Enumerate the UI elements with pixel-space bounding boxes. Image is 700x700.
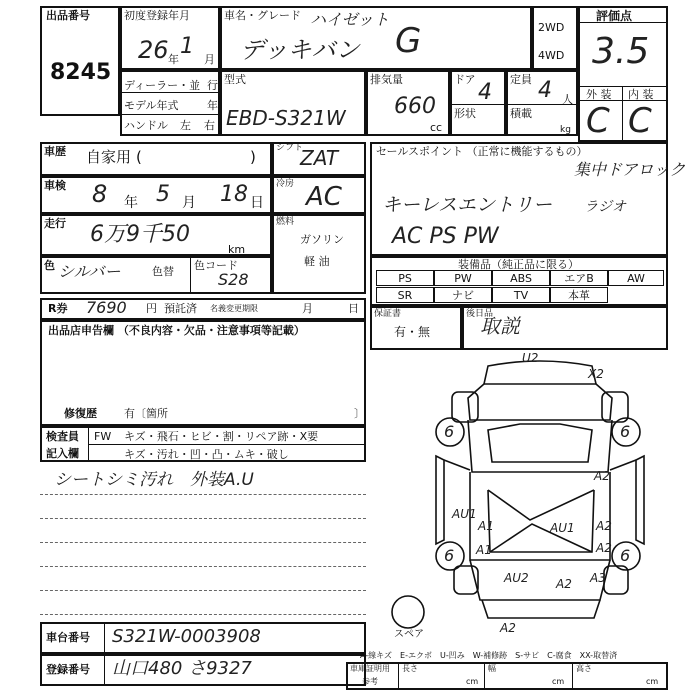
dealer-label: ディーラー・並 (124, 79, 201, 92)
footer-sub: 参考 (362, 677, 378, 686)
equip-ps: PS (376, 270, 434, 286)
chassis-value: S321W-0003908 (112, 626, 261, 647)
damage-mark: X2 (588, 367, 604, 381)
reg-no-value: 山口480 さ9327 (112, 658, 252, 679)
recycle-label: R券 (48, 302, 68, 315)
sales-line2b: ラジオ (584, 199, 626, 215)
damage-mark: AU1 (550, 521, 575, 535)
inspector-row1: キズ・飛石・ヒビ・割・リペア跡・X要 (124, 430, 319, 443)
first-reg-year: 26 (138, 36, 169, 64)
shift-label: シフト (276, 143, 304, 153)
inspection-month: 5 (156, 182, 170, 207)
tire-fl-mark: 6 (444, 422, 455, 441)
damage-mark: A2 (596, 541, 612, 555)
int-label: 内 装 (628, 88, 654, 101)
notes-label: 出品店申告欄 （不良内容・欠品・注意事項等記載） (48, 324, 305, 337)
footer-box (346, 662, 668, 690)
displacement-unit: cc (430, 121, 443, 134)
vehicle-model: デッキバン (240, 36, 360, 64)
inspection-day: 18 (220, 182, 248, 207)
damage-mark: A3 (590, 571, 606, 585)
fuel-label: 燃料 (276, 217, 295, 227)
remarks-line1: シートシミ汚れ 外装A.U (54, 470, 254, 490)
load-label: 積載 (510, 107, 532, 120)
footer-height-unit: cm (646, 677, 659, 686)
damage-mark: A2 (556, 577, 572, 591)
chassis-label: 車台番号 (46, 631, 90, 644)
inspection-label: 車検 (44, 179, 66, 192)
inspection-month-unit: 月 (182, 195, 196, 211)
damage-mark: A2 (500, 621, 516, 635)
equip-pw: PW (434, 270, 492, 286)
capacity-value: 4 (538, 78, 552, 103)
equip-abs: ABS (492, 270, 550, 286)
color-code-value: S28 (218, 270, 249, 289)
doors-value: 4 (478, 80, 492, 105)
vehicle-label: 車名・グレード (224, 9, 301, 22)
damage-mark: A2 (596, 519, 612, 533)
shape-label: 形状 (454, 107, 476, 120)
tire-rr-mark: 6 (620, 546, 631, 565)
score-label: 評価点 (596, 9, 633, 23)
lot-label: 出品番号 (46, 9, 90, 22)
equip-navi: ナビ (434, 287, 492, 303)
equip-leather: 本革 (550, 287, 608, 303)
first-reg-label: 初度登録年月 (124, 9, 190, 22)
displacement-label: 排気量 (370, 73, 403, 86)
damage-mark: U2 (522, 351, 539, 365)
recycle-deposit: 預託済 (164, 302, 197, 315)
sales-line1: 集中ドアロック (574, 160, 686, 179)
recycle-day: 日 (348, 302, 359, 315)
history-value: 自家用 (86, 148, 132, 166)
inspection-day-unit: 日 (250, 195, 264, 211)
auction-sheet: 出品番号 8245 初度登録年月 26 年 1 月 車名・グレード ハイゼット デッキバン G 2WD 4WD 評価点 3.5 外 装 内 装 C C ディーラー・並 行 モデル年式 年 ハンドル 左 右 型式 EBD-S321W 排気量 660 cc ドア 4 形状 定員 4 人 積載 kg 車歴 自家用 ( ) シフト ZAT 車検 8 年 5 月 18 日 冷房 AC 走行 6万9千50 km 燃料 ガソリン 軽 油 色 シルバー 色替 色コード S28 セールスポイント （正常に機能するもの） 集中ドアロック キーレスエントリー ラジオ AC PS PW 装備品（純正品に限る） PS PW ABS エアB AW SR ナビ TV 本革 R券 7690 円 預託済 名義変更期限 月 日 出品店申告欄 （不良内容・欠品・注意事項等記載） 修復歴 有〔箇所 〕 保証書 有・無 後日品 取説 検査員 記入欄 FW キズ・飛石・ヒビ・割・リペア跡・X要 キズ・汚れ・凹・凸・ムキ・破し シートシミ汚れ 外装A.U 車台番号 S321W-0003908 登録番号 山口480 さ9327 6 6 6 6 A2 A2 A2 A3 A2 A2 A1 A1 AU1 AU1 AU2 U2 X2 スペア A-線キズ E-エクボ U-凹み W-補修跡 S-サビ C-腐食 XX-取替済 車庫証明用 参考 長さ cm 幅 cm 高さ cm (0, 0, 700, 700)
shift-value: ZAT (300, 146, 339, 170)
drive-2wd: 2WD (538, 21, 565, 34)
first-reg-year-unit: 年 (168, 53, 179, 66)
spare-label: スペア (394, 629, 424, 640)
recycle-amount: 7690 (86, 298, 127, 317)
handle-right: 右 (204, 119, 215, 132)
ext-label: 外 装 (586, 88, 612, 101)
warranty-options: 有・無 (394, 325, 431, 339)
vehicle-name: ハイゼット (310, 10, 390, 29)
handle-label: ハンドル (124, 119, 168, 132)
sales-line3: AC PS PW (392, 224, 499, 249)
doors-label: ドア (454, 73, 476, 86)
ext-value: C (586, 101, 610, 141)
equip-aw: AW (608, 270, 664, 286)
first-reg-month: 1 (180, 34, 194, 59)
capacity-label: 定員 (510, 73, 532, 86)
inspector-label1: 検査員 (46, 430, 79, 443)
recycle-month: 月 (302, 302, 313, 315)
lot-number: 8245 (50, 60, 112, 85)
equip-airbag: エアB (550, 270, 608, 286)
first-reg-month-unit: 月 (204, 53, 215, 66)
inspection-year: 8 (92, 180, 108, 208)
tire-fr-mark: 6 (620, 422, 631, 441)
model-year-unit: 年 (207, 99, 218, 112)
inspector-fw: FW (94, 430, 112, 443)
warranty-label: 保証書 (374, 309, 402, 319)
recycle-name-label: 名義変更期限 (210, 304, 258, 313)
mileage-label: 走行 (44, 217, 66, 230)
inspection-year-unit: 年 (124, 195, 138, 211)
displacement-value: 660 (394, 94, 436, 119)
damage-mark: AU1 (452, 507, 477, 521)
type-label: 型式 (224, 73, 246, 86)
mileage-value: 6万9千50 (90, 222, 190, 247)
ac-label: 冷房 (276, 179, 295, 189)
damage-mark: A2 (594, 469, 610, 483)
ac-value: AC (306, 182, 342, 212)
damage-mark: AU2 (504, 571, 529, 585)
footer-width-unit: cm (552, 677, 565, 686)
model-year-label: モデル年式 (124, 99, 179, 112)
type-value: EBD-S321W (226, 106, 346, 130)
history-label: 車歴 (44, 145, 66, 158)
footer-width: 幅 (488, 664, 496, 673)
sales-line2: キーレスエントリー (382, 194, 553, 216)
handle-left: 左 (180, 119, 191, 132)
manual-label: 後日品 (466, 309, 494, 319)
int-value: C (628, 101, 652, 141)
load-unit: kg (560, 125, 571, 135)
footer-length: 長さ (402, 664, 418, 673)
inspector-label2: 記入欄 (46, 447, 79, 460)
inspector-row2: キズ・汚れ・凹・凸・ムキ・破し (124, 448, 289, 461)
dealer-unit: 行 (207, 79, 218, 92)
equipment-label: 装備品（純正品に限る） (458, 258, 579, 271)
mileage-unit: km (228, 243, 246, 256)
repair-close: 〕 (354, 407, 365, 420)
repair-value: 有〔箇所 (124, 407, 168, 420)
tire-rl-mark: 6 (444, 546, 455, 565)
vehicle-grade: G (395, 21, 422, 61)
color-code-label: 色コード (194, 259, 238, 272)
sales-label: セールスポイント （正常に機能するもの） (376, 145, 588, 158)
manual-value: 取説 (480, 314, 520, 338)
repair-label: 修復歴 (64, 407, 97, 420)
recycle-unit: 円 (146, 302, 157, 315)
damage-mark: A1 (478, 519, 494, 533)
reg-no-label: 登録番号 (46, 663, 90, 676)
fuel-gas: ガソリン (300, 233, 344, 246)
equip-sr: SR (376, 287, 434, 303)
color-label: 色 (44, 259, 55, 272)
footer-length-unit: cm (466, 677, 479, 686)
fuel-light-oil: 軽 油 (304, 255, 330, 268)
legend: A-線キズ E-エクボ U-凹み W-補修跡 S-サビ C-腐食 XX-取替済 (360, 651, 618, 660)
footer-label: 車庫証明用 (350, 664, 390, 673)
capacity-unit: 人 (562, 93, 573, 106)
footer-height: 高さ (576, 664, 592, 673)
damage-mark: A1 (476, 543, 492, 557)
equip-tv: TV (492, 287, 550, 303)
color-value: シルバー (58, 262, 121, 281)
score-value: 3.5 (592, 31, 650, 72)
color-change-label: 色替 (152, 265, 174, 278)
drive-4wd: 4WD (538, 49, 565, 62)
